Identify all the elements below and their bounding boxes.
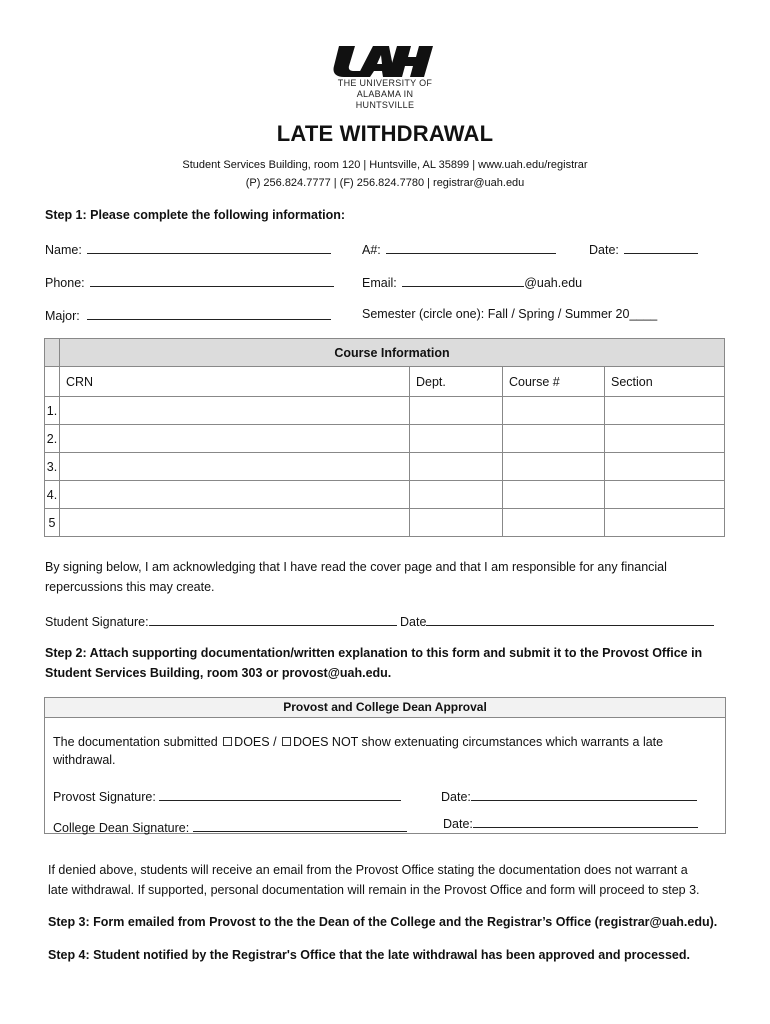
dept-cell[interactable] — [410, 509, 503, 537]
phone-input-line[interactable] — [90, 274, 334, 287]
date-input-line[interactable] — [624, 241, 698, 254]
acknowledgement-line1: By signing below, I am acknowledging that I have read the cover page and that I am responsible for any financial — [45, 560, 667, 574]
a-number-label: A#: — [362, 243, 381, 257]
column-section: Section — [605, 367, 725, 397]
course-number-cell[interactable] — [503, 397, 605, 425]
student-date-line[interactable] — [426, 613, 714, 626]
step2-line2: Student Services Building, room 303 or provost@uah.edu. — [45, 666, 392, 680]
column-crn: CRN — [60, 367, 410, 397]
step3-text: Step 3: Form emailed from Provost to the the Dean of the College and the Registrar’s Office (registrar@uah.edu). — [48, 915, 718, 929]
phone-field — [45, 274, 334, 290]
crn-cell[interactable] — [60, 425, 410, 453]
course-table-header-row — [45, 339, 725, 367]
dean-signature-line[interactable] — [193, 819, 407, 832]
step2-line1: Step 2: Attach supporting documentation/written explanation to this form and submit it to the Provost Office in — [45, 646, 703, 660]
step1-heading: Step 1: Please complete the following information: — [45, 208, 346, 222]
university-name-line1: THE UNIVERSITY OF — [337, 78, 433, 88]
dept-cell[interactable] — [410, 481, 503, 509]
row-number: 2. — [45, 425, 60, 453]
major-input-line[interactable] — [87, 307, 331, 320]
documentation-statement — [53, 735, 663, 749]
student-signature-line[interactable] — [149, 613, 397, 626]
crn-cell[interactable] — [60, 509, 410, 537]
date-field — [589, 241, 698, 257]
provost-signature-field — [53, 788, 401, 804]
university-name-line2: ALABAMA IN HUNTSVILLE — [355, 89, 415, 110]
column-course-number: Course # — [503, 367, 605, 397]
course-information-table — [44, 338, 725, 537]
course-table-column-row — [45, 367, 725, 397]
dept-cell[interactable] — [410, 397, 503, 425]
table-row — [45, 397, 725, 425]
course-number-cell[interactable] — [503, 481, 605, 509]
corner-cell — [45, 339, 60, 367]
row-number: 1. — [45, 397, 60, 425]
dean-date-label: Date: — [443, 817, 473, 831]
section-cell[interactable] — [605, 397, 725, 425]
uah-logo-mark — [333, 44, 437, 78]
student-signature-label: Student Signature: — [45, 615, 149, 629]
email-input-line[interactable] — [402, 274, 524, 287]
table-row — [45, 453, 725, 481]
section-cell[interactable] — [605, 453, 725, 481]
course-number-cell[interactable] — [503, 509, 605, 537]
crn-cell[interactable] — [60, 397, 410, 425]
denied-note-line2: late withdrawal. If supported, personal documentation will remain in the Provost Office and form will proceed to step 3. — [48, 883, 700, 897]
step4-text: Step 4: Student notified by the Registrar's Office that the late withdrawal has been approved and processed. — [48, 948, 690, 962]
provost-signature-line[interactable] — [159, 788, 401, 801]
contact-phone-email: (P) 256.824.7777 | (F) 256.824.7780 | registrar@uah.edu — [245, 177, 525, 189]
student-signature-field — [45, 613, 714, 629]
row-number: 3. — [45, 453, 60, 481]
dean-signature-field — [53, 819, 407, 835]
name-field — [45, 241, 331, 257]
phone-label: Phone: — [45, 276, 85, 290]
course-table-heading: Course Information — [60, 339, 725, 367]
column-dept: Dept. — [410, 367, 503, 397]
table-row — [45, 481, 725, 509]
section-cell[interactable] — [605, 425, 725, 453]
documentation-text-part2: DOES NOT show extenuating circumstances which warrants a late — [293, 735, 664, 749]
documentation-statement-line2: withdrawal. — [53, 753, 116, 767]
course-number-cell[interactable] — [503, 453, 605, 481]
acknowledgement-line2: repercussions this may create. — [45, 580, 215, 594]
does-label: DOES / — [234, 735, 277, 749]
email-label: Email: — [362, 276, 397, 290]
provost-date-line[interactable] — [471, 788, 697, 801]
approval-box — [44, 697, 726, 834]
major-label: Major: — [45, 309, 80, 323]
provost-date-label: Date: — [441, 790, 471, 804]
university-logo — [330, 44, 440, 111]
row-number: 4. — [45, 481, 60, 509]
major-field — [45, 307, 331, 323]
dean-date-field — [443, 815, 698, 831]
a-number-field — [362, 241, 556, 257]
section-cell[interactable] — [605, 481, 725, 509]
crn-cell[interactable] — [60, 453, 410, 481]
approval-heading: Provost and College Dean Approval — [45, 698, 725, 718]
denied-note-line1: If denied above, students will receive an email from the Provost Office stating the documentation does not warrant a — [48, 863, 688, 877]
a-number-input-line[interactable] — [386, 241, 556, 254]
row-number: 5 — [45, 509, 60, 537]
student-date-label: Date — [400, 615, 427, 629]
name-input-line[interactable] — [87, 241, 331, 254]
semester-field[interactable]: Semester (circle one): Fall / Spring / Summer 20____ — [362, 307, 658, 321]
course-number-cell[interactable] — [503, 425, 605, 453]
date-label: Date: — [589, 243, 619, 257]
contact-address: Student Services Building, room 120 | Huntsville, AL 35899 | www.uah.edu/registrar — [182, 159, 588, 171]
blank-cell — [45, 367, 60, 397]
dean-date-line[interactable] — [473, 815, 698, 828]
documentation-text-part1: The documentation submitted — [53, 735, 218, 749]
dean-signature-label: College Dean Signature: — [53, 821, 190, 835]
dept-cell[interactable] — [410, 453, 503, 481]
provost-signature-label: Provost Signature: — [53, 790, 156, 804]
email-field — [362, 274, 582, 290]
email-suffix: @uah.edu — [524, 276, 583, 290]
dept-cell[interactable] — [410, 425, 503, 453]
provost-date-field — [441, 788, 697, 804]
table-row — [45, 509, 725, 537]
form-title: LATE WITHDRAWAL — [276, 121, 494, 146]
name-label: Name: — [45, 243, 82, 257]
crn-cell[interactable] — [60, 481, 410, 509]
does-checkbox[interactable] — [223, 737, 232, 746]
table-row — [45, 425, 725, 453]
does-not-checkbox[interactable] — [282, 737, 291, 746]
section-cell[interactable] — [605, 509, 725, 537]
